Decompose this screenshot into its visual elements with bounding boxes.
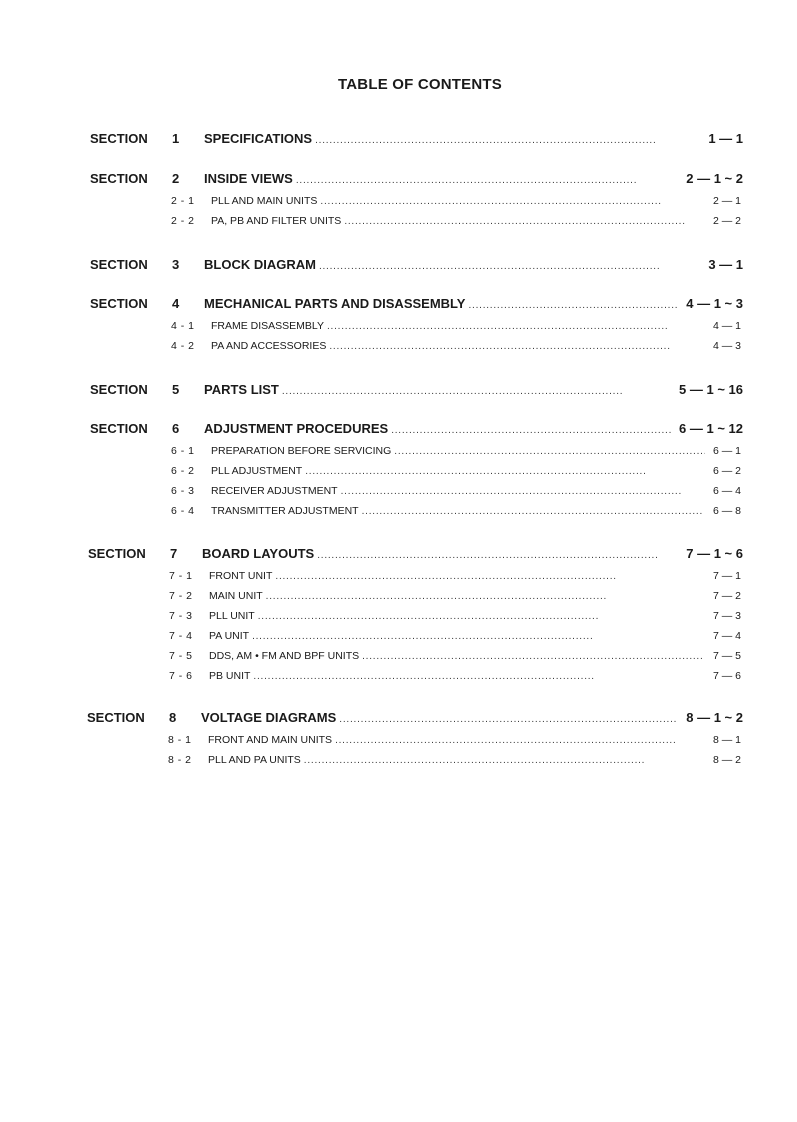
- section-number: 4: [172, 296, 180, 311]
- toc-section-5: [0, 382, 797, 402]
- subsection-row[interactable]: [0, 630, 797, 650]
- section-title: INSIDE VIEWS: [204, 171, 293, 186]
- subsection-row[interactable]: [0, 485, 797, 505]
- subsection-row[interactable]: [0, 195, 797, 215]
- subsection-page-ref: 8 — 2: [712, 754, 741, 766]
- section-page-ref: 7 — 1 ~ 6: [686, 546, 743, 561]
- subsection-number: 2 - 2: [171, 215, 195, 227]
- dot-leader: [391, 421, 671, 436]
- subsection-title: PA, PB AND FILTER UNITS: [211, 215, 342, 227]
- dot-leader: [266, 590, 705, 602]
- section-number: 2: [172, 171, 180, 186]
- subsection-row[interactable]: [0, 610, 797, 630]
- dot-leader: [252, 630, 705, 642]
- subsection-title: TRANSMITTER ADJUSTMENT: [211, 505, 359, 517]
- dot-leader: [304, 754, 705, 766]
- dot-leader: [329, 340, 705, 352]
- subsection-number: 4 - 1: [171, 320, 195, 332]
- subsection-row[interactable]: [0, 340, 797, 360]
- subsection-title: FRONT UNIT: [209, 570, 273, 582]
- subsection-row[interactable]: [0, 570, 797, 590]
- section-page-ref: 2 — 1 ~ 2: [686, 171, 743, 186]
- dot-leader: [335, 734, 705, 746]
- toc-section-2: [0, 171, 797, 235]
- subsection-title: PB UNIT: [209, 670, 251, 682]
- subsection-number: 7 - 6: [169, 670, 193, 682]
- dot-leader: [296, 171, 678, 186]
- section-title: VOLTAGE DIAGRAMS: [201, 710, 337, 725]
- subsection-page-ref: 7 — 4: [712, 630, 741, 642]
- subsection-row[interactable]: [0, 465, 797, 485]
- subsection-title: FRONT AND MAIN UNITS: [208, 734, 333, 746]
- section-number: 3: [172, 257, 180, 272]
- subsection-number: 2 - 1: [171, 195, 195, 207]
- subsection-title: DDS, AM • FM AND BPF UNITS: [209, 650, 360, 662]
- subsection-number: 8 - 1: [168, 734, 192, 746]
- subsection-title: PLL AND MAIN UNITS: [211, 195, 318, 207]
- subsection-title: PREPARATION BEFORE SERVICING: [211, 445, 392, 457]
- dot-leader: [317, 546, 678, 561]
- subsection-number: 7 - 5: [169, 650, 193, 662]
- dot-leader: [258, 610, 705, 622]
- dot-leader: [339, 710, 678, 725]
- subsection-title: MAIN UNIT: [209, 590, 263, 602]
- subsection-row[interactable]: [0, 215, 797, 235]
- section-page-ref: 4 — 1 ~ 3: [686, 296, 743, 311]
- subsection-page-ref: 8 — 1: [712, 734, 741, 746]
- subsection-number: 7 - 2: [169, 590, 193, 602]
- section-title: BLOCK DIAGRAM: [204, 257, 316, 272]
- section-heading-row[interactable]: [0, 131, 797, 151]
- subsection-number: 6 - 1: [171, 445, 195, 457]
- subsection-page-ref: 2 — 2: [712, 215, 741, 227]
- section-number: 7: [170, 546, 178, 561]
- subsection-title: FRAME DISASSEMBLY: [211, 320, 324, 332]
- subsection-row[interactable]: [0, 734, 797, 754]
- subsection-page-ref: 4 — 1: [712, 320, 741, 332]
- subsection-page-ref: 6 — 1: [712, 445, 741, 457]
- section-page-ref: 3 — 1: [708, 257, 743, 272]
- subsection-page-ref: 6 — 8: [712, 505, 741, 517]
- section-heading-row[interactable]: [0, 710, 797, 730]
- section-label: SECTION: [90, 257, 148, 272]
- section-heading-row[interactable]: [0, 296, 797, 316]
- subsection-number: 6 - 3: [171, 485, 195, 497]
- dot-leader: [394, 445, 705, 457]
- section-label: SECTION: [90, 171, 148, 186]
- toc-section-4: [0, 296, 797, 360]
- toc-section-7: [0, 546, 797, 690]
- dot-leader: [468, 296, 678, 311]
- page-title: TABLE OF CONTENTS: [338, 76, 502, 93]
- subsection-number: 4 - 2: [171, 340, 195, 352]
- dot-leader: [362, 505, 705, 517]
- section-number: 5: [172, 382, 180, 397]
- section-label: SECTION: [90, 296, 148, 311]
- subsection-row[interactable]: [0, 590, 797, 610]
- section-number: 1: [172, 131, 180, 146]
- subsection-number: 7 - 4: [169, 630, 193, 642]
- subsection-title: RECEIVER ADJUSTMENT: [211, 485, 338, 497]
- subsection-title: PLL ADJUSTMENT: [211, 465, 303, 477]
- section-heading-row[interactable]: [0, 546, 797, 566]
- subsection-title: PLL UNIT: [209, 610, 255, 622]
- subsection-row[interactable]: [0, 320, 797, 340]
- section-heading-row[interactable]: [0, 421, 797, 441]
- dot-leader: [315, 131, 700, 146]
- dot-leader: [305, 465, 705, 477]
- subsection-row[interactable]: [0, 650, 797, 670]
- section-label: SECTION: [90, 421, 148, 436]
- dot-leader: [253, 670, 705, 682]
- dot-leader: [341, 485, 705, 497]
- section-heading-row[interactable]: [0, 382, 797, 402]
- section-number: 8: [169, 710, 177, 725]
- section-page-ref: 8 — 1 ~ 2: [686, 710, 743, 725]
- dot-leader: [320, 195, 705, 207]
- subsection-page-ref: 6 — 2: [712, 465, 741, 477]
- subsection-page-ref: 2 — 1: [712, 195, 741, 207]
- toc-section-1: [0, 131, 797, 151]
- dot-leader: [282, 382, 671, 397]
- subsection-number: 6 - 2: [171, 465, 195, 477]
- toc-section-6: [0, 421, 797, 525]
- subsection-page-ref: 7 — 2: [712, 590, 741, 602]
- dot-leader: [275, 570, 705, 582]
- section-heading-row[interactable]: [0, 171, 797, 191]
- subsection-page-ref: 7 — 5: [712, 650, 741, 662]
- subsection-page-ref: 7 — 6: [712, 670, 741, 682]
- section-label: SECTION: [90, 382, 148, 397]
- toc-section-3: [0, 257, 797, 277]
- subsection-number: 6 - 4: [171, 505, 195, 517]
- subsection-row[interactable]: [0, 754, 797, 774]
- section-label: SECTION: [88, 546, 146, 561]
- dot-leader: [327, 320, 705, 332]
- subsection-title: PA UNIT: [209, 630, 250, 642]
- section-page-ref: 1 — 1: [708, 131, 743, 146]
- toc-section-8: [0, 710, 797, 774]
- subsection-row[interactable]: [0, 505, 797, 525]
- subsection-number: 8 - 2: [168, 754, 192, 766]
- dot-leader: [319, 257, 700, 272]
- dot-leader: [344, 215, 705, 227]
- section-title: SPECIFICATIONS: [204, 131, 313, 146]
- subsection-number: 7 - 3: [169, 610, 193, 622]
- subsection-page-ref: 7 — 1: [712, 570, 741, 582]
- subsection-row[interactable]: [0, 670, 797, 690]
- section-label: SECTION: [90, 131, 148, 146]
- subsection-page-ref: 4 — 3: [712, 340, 741, 352]
- subsection-number: 7 - 1: [169, 570, 193, 582]
- subsection-title: PLL AND PA UNITS: [208, 754, 301, 766]
- section-title: MECHANICAL PARTS AND DISASSEMBLY: [204, 296, 466, 311]
- section-page-ref: 5 — 1 ~ 16: [679, 382, 743, 397]
- section-title: PARTS LIST: [204, 382, 279, 397]
- subsection-page-ref: 7 — 3: [712, 610, 741, 622]
- section-title: ADJUSTMENT PROCEDURES: [204, 421, 389, 436]
- section-label: SECTION: [87, 710, 145, 725]
- subsection-page-ref: 6 — 4: [712, 485, 741, 497]
- section-title: BOARD LAYOUTS: [202, 546, 315, 561]
- section-number: 6: [172, 421, 180, 436]
- section-page-ref: 6 — 1 ~ 12: [679, 421, 743, 436]
- dot-leader: [362, 650, 705, 662]
- section-heading-row[interactable]: [0, 257, 797, 277]
- subsection-title: PA AND ACCESSORIES: [211, 340, 327, 352]
- subsection-row[interactable]: [0, 445, 797, 465]
